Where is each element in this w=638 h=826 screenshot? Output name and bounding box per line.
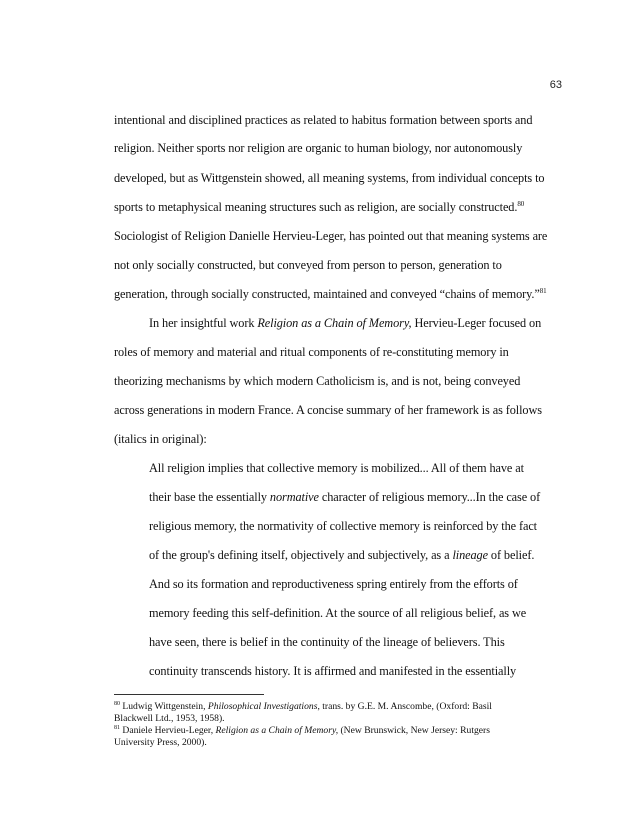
body-text: sports to metaphysical meaning structures such as religion, are socially constructed. [114,200,518,214]
quote-text: character of religious memory...In the case of [318,490,541,504]
body-line: religion. Neither sports nor religion are organic to human biology, nor autonomously [114,141,523,155]
quote-line: have seen, there is belief in the continuity of the lineage of believers. This [149,635,505,649]
book-title: Religion as a Chain of Memory, [257,316,412,330]
footnote-text: Daniele Hervieu-Leger, [120,725,216,736]
page-number: 63 [549,79,562,91]
quote-line: And so its formation and reproductiveness spring entirely from the efforts of [149,577,518,591]
footnote-title: Philosophical Investigations [207,701,318,712]
quote-emphasis: normative [269,490,319,504]
quote-text: their base the essentially [149,490,270,504]
body-line: intentional and disciplined practices as related to habitus formation between sports and [114,113,533,127]
footnote-separator [114,694,264,695]
body-line: roles of memory and material and ritual components of re-constituting memory in [114,345,509,359]
body-line: not only socially constructed, but conveyed from person to person, generation to [114,258,502,272]
body-line [114,286,547,302]
body-line: Sociologist of Religion Danielle Hervieu-Leger, has pointed out that meaning systems are [114,229,548,243]
body-line [114,199,524,215]
body-text: Hervieu-Leger focused on [411,316,542,330]
quote-text: of the group's defining itself, objectively and subjectively, as a [149,548,453,562]
footnote-text: Ludwig Wittgenstein, [120,701,208,712]
quote-line: religious memory, the normativity of collective memory is reinforced by the fact [149,519,537,533]
body-text: generation, through socially constructed, maintained and conveyed “chains of memory.” [114,287,540,301]
footnote-title: Religion as a Chain of Memory, [215,725,339,736]
body-line: across generations in modern France. A concise summary of her framework is as follows [114,403,542,417]
quote-line: continuity transcends history. It is affirmed and manifested in the essentially [149,664,517,678]
body-line: theorizing mechanisms by which modern Catholicism is, and is not, being conveyed [114,374,521,388]
quote-line: All religion implies that collective memory is mobilized... All of them have at [149,461,524,475]
footnote-80 [114,701,534,725]
footnote-text: University Press, 2000). [114,737,207,748]
body-line: (italics in original): [114,432,207,446]
body-line: developed, but as Wittgenstein showed, all meaning systems, from individual concepts to [114,171,545,185]
quote-line [149,489,540,505]
quote-line: memory feeding this self-definition. At the source of all religious belief, as we [149,606,527,620]
quote-text: of belief. [487,548,535,562]
footnote-81 [114,725,534,749]
footnote-text: (New Brunswick, New Jersey: Rutgers [338,725,490,736]
footnote-ref[interactable]: 81 [539,287,547,295]
quote-line [149,547,534,563]
body-text: In her insightful work [149,316,258,330]
quote-emphasis: lineage [452,548,488,562]
footnote-number: 81 [114,725,120,731]
footnote-text: , trans. by G.E. M. Anscombe, (Oxford: Basil [317,701,492,712]
footnote-text: Blackwell Ltd., 1953, 1958). [114,713,225,724]
footnote-ref[interactable]: 80 [517,200,525,208]
body-line [149,315,541,331]
footnote-number: 80 [114,701,120,707]
